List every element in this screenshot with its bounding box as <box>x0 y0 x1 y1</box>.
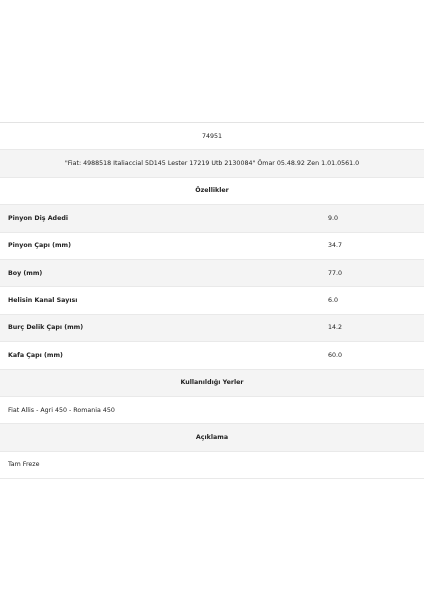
spec-value: 6.0 <box>328 297 339 305</box>
spec-row <box>0 260 424 287</box>
features-heading-row <box>0 178 424 205</box>
spec-value: 14.2 <box>328 324 343 332</box>
product-code-row <box>0 123 424 150</box>
spec-label: Burç Delik Çapı (mm) <box>8 324 84 332</box>
spec-row <box>0 287 424 314</box>
product-spec-table <box>0 122 424 479</box>
spec-value: 77.0 <box>328 269 343 277</box>
description-heading-row <box>0 424 424 451</box>
spec-row <box>0 233 424 260</box>
usage-heading-row <box>0 370 424 397</box>
spec-row <box>0 315 424 342</box>
spec-value: 9.0 <box>328 214 339 222</box>
description-heading: Açıklama <box>195 433 229 441</box>
reference-codes: "Fiat: 4988518 Italiaccial 5D145 Lester 17219 Utb 2130084" Ömar 05.48.92 Zen 1.01.0561.0 <box>64 160 360 168</box>
usage-text: Fiat Allis - Agri 450 - Romania 450 <box>8 406 115 414</box>
features-heading: Özellikler <box>195 187 229 195</box>
spec-row <box>0 205 424 232</box>
spec-label: Pinyon Çapı (mm) <box>8 242 71 250</box>
spec-row <box>0 342 424 369</box>
spec-value: 34.7 <box>328 242 343 250</box>
spec-value: 60.0 <box>328 351 343 359</box>
spec-label: Helisin Kanal Sayısı <box>8 297 78 305</box>
product-code: 74951 <box>201 132 223 140</box>
spec-label: Boy (mm) <box>8 269 43 277</box>
spec-label: Kafa Çapı (mm) <box>8 351 63 359</box>
usage-heading: Kullanıldığı Yerler <box>180 379 244 387</box>
reference-codes-row <box>0 150 424 177</box>
description-text: Tam Freze <box>8 461 40 469</box>
spec-label: Pinyon Diş Adedi <box>8 214 69 222</box>
usage-row <box>0 397 424 424</box>
description-row <box>0 452 424 479</box>
